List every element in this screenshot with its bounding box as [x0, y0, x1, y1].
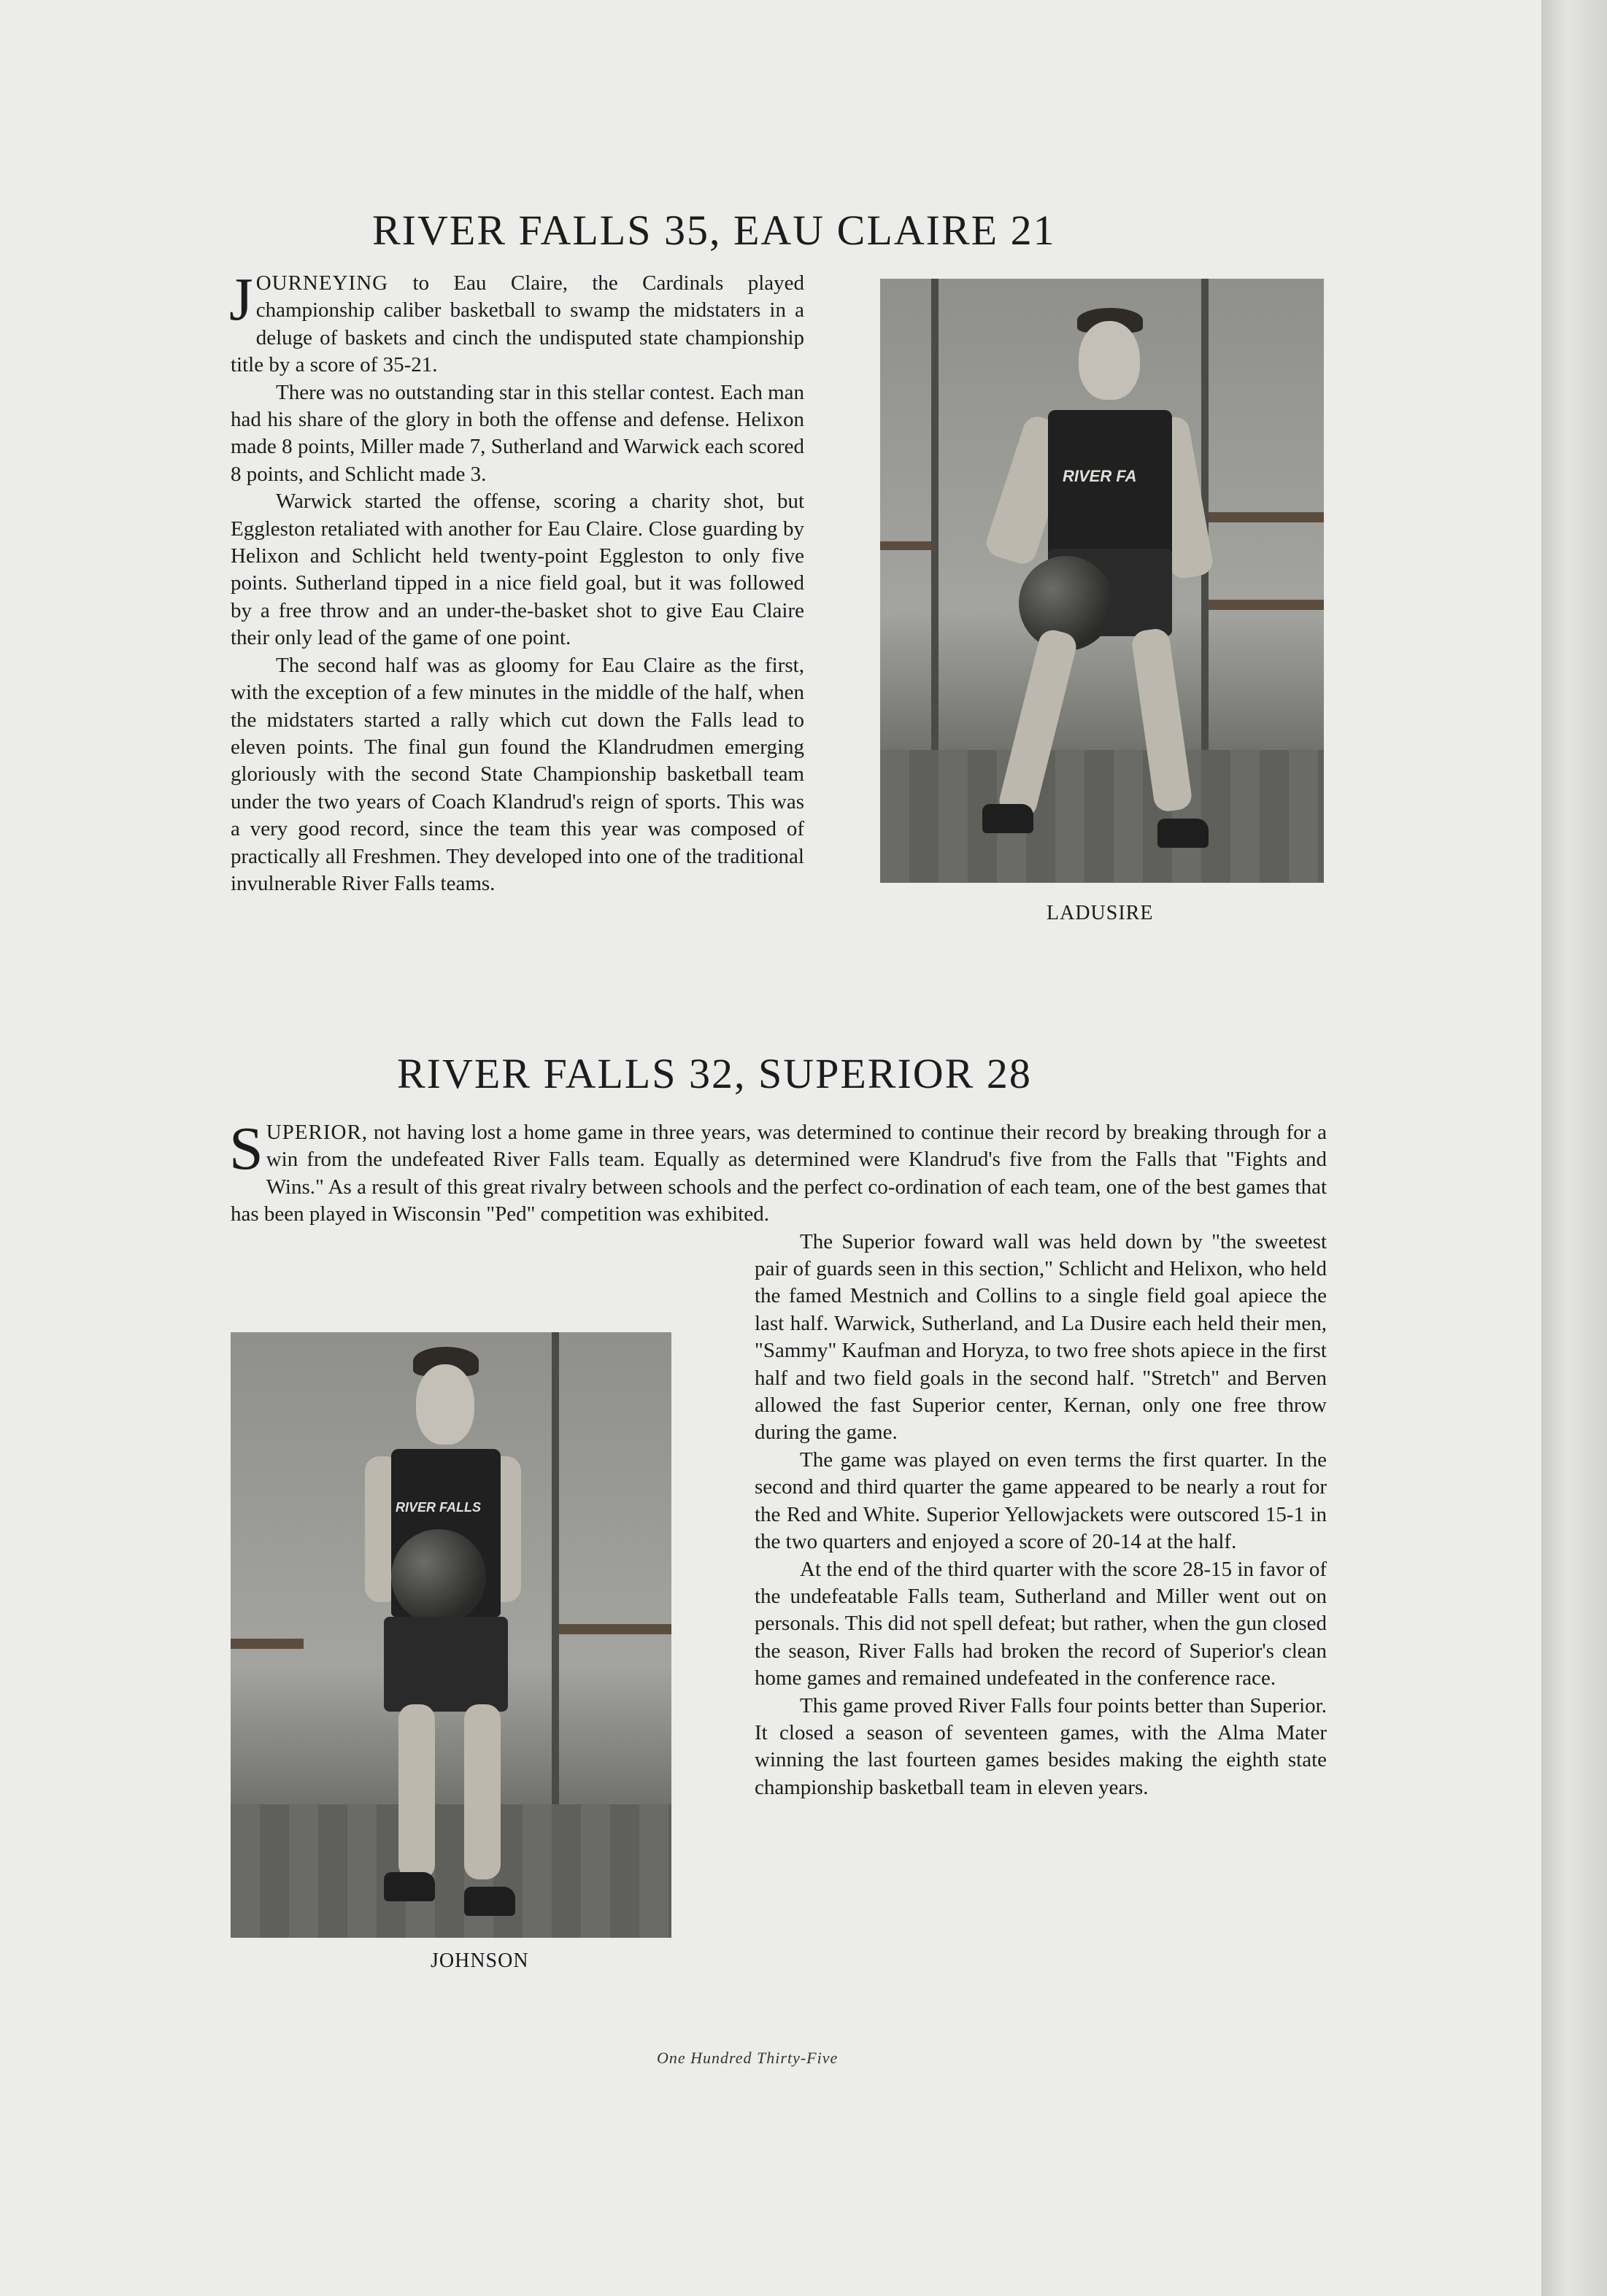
head: [1079, 321, 1140, 400]
head: [416, 1364, 474, 1445]
leg: [996, 627, 1079, 821]
photo-caption-ladusire: LADUSIRE: [1047, 902, 1154, 924]
article-paragraph: The game was played on even terms the first quarter. In the second and third quarter the game appeared to be nearly a rout for the Red and White. Superior Yellowjackets were outscored 15-1 in the two quarters and enjoyed a score of 20-14 at the half.: [755, 1447, 1327, 1554]
article-paragraph: Warwick started the offense, scoring a charity shot, but Eggleston retaliated with another for Eau Claire. Close guarding by Helixon and Schlicht held twenty-point Eggleston to only five points. Sutherland tipped in a nice field goal, but it was followed by a free throw and an under-the-basket shot to give Eau Claire their only lead of the game of one point.: [231, 490, 804, 650]
lead-word: OURNEYING: [255, 271, 389, 295]
jersey-lettering: RIVER FALLS: [396, 1500, 482, 1515]
article-paragraph: This game proved River Falls four points better than Superior. It closed a season of seventeen games, with the Alma Mater winning the last fourteen games besides making the eighth state championship basketball team in eleven years.: [755, 1693, 1327, 1799]
basketball: [391, 1529, 486, 1624]
player-figure: [340, 1347, 544, 1930]
lead-word: UPERIOR: [266, 1121, 362, 1144]
game-heading-superior: RIVER FALLS 32, SUPERIOR 28: [397, 1050, 1032, 1097]
jersey: [1048, 410, 1172, 556]
paragraph-text: , not having lost a home game in three years, was determined to continue their record by breaking through for a win from the undefeated River Falls team. Equally as determined were Klandrud's five from the Falls that "Fights and Wins." As a result of this great rivalry between schools and the perfect co-ordination of each team, one of the best games that has been played in Wisconsin "Ped" competition was exhibited.: [231, 1121, 1327, 1226]
article-paragraph: [229, 1115, 1327, 1229]
photo-caption-johnson: JOHNSON: [431, 1949, 529, 1972]
article-paragraph: There was no outstanding star in this stellar contest. Each man had his share of the glory in both the offense and defense. Helixon made 8 points, Miller made 7, Sutherland and Warwick each scored 8 points, and Schlicht made 3.: [231, 380, 805, 486]
drop-cap: J: [229, 266, 253, 333]
player-photo-johnson: [231, 1332, 671, 1938]
article-paragraph: At the end of the third quarter with the score 28-15 in favor of the undefeatable Falls team, Sutherland and Miller went out on personals. This did not spell defeat; but rather, when the gun closed the season, River Falls had broken the record of Superior's clean home games and remained undefeated in the conference race.: [755, 1557, 1327, 1690]
article-paragraph: The second half was as gloomy for Eau Claire as the first, with the exception of a few minutes in the middle of the half, when the midstaters started a rally which cut down the Falls lead to eleven points. The final gun found the Klandrudmen emerging gloriously with the second State Championship basketball team under the two years of Coach Klandrud's reign of sports. This was a very good record, since the team this year was composed of practically all Freshmen. They developed into one of the traditional invulnerable River Falls teams.: [231, 653, 804, 895]
bench: [231, 1639, 304, 1649]
leg: [398, 1704, 435, 1879]
shoe: [464, 1887, 515, 1916]
page-number-footer: One Hundred Thirty-Five: [657, 2049, 839, 2067]
player-figure: [975, 308, 1223, 862]
shoe: [384, 1872, 435, 1901]
shoe: [982, 804, 1033, 833]
game-heading-eau-claire: RIVER FALLS 35, EAU CLAIRE 21: [372, 206, 1056, 254]
player-photo-ladusire: [880, 279, 1324, 883]
leg: [1130, 627, 1193, 813]
drop-cap: S: [229, 1115, 263, 1183]
bench: [1209, 600, 1324, 610]
paragraph-text: The Superior foward wall was held down by "the sweetest pair of guards seen in this section," Schlicht and Helixon, who held the famed Mestnich and Collins to a single field goal apiece the last half. Warwick, Sutherland, and La Dusire each held their men, "Sammy" Kaufman and Horyza, to two free shots apiece in the first half and two field goals in the second half. "Stretch" and Berven allowed the fast Superior center, Kernan, only one free throw during the game.: [755, 1229, 1327, 1445]
shoe: [1157, 819, 1209, 848]
bench: [1209, 512, 1324, 522]
shorts: [384, 1617, 508, 1712]
paragraph-text: to Eau Claire, the Cardinals played championship caliber basketball to swamp the midstaters in a deluge of baskets and cinch the undisputed state championship title by a score of 35-21.: [231, 271, 804, 377]
leg: [464, 1704, 501, 1879]
page-edge: [1541, 0, 1607, 2296]
bench: [559, 1624, 671, 1634]
bench: [880, 541, 931, 550]
jersey-lettering: RIVER FA: [1063, 467, 1137, 485]
